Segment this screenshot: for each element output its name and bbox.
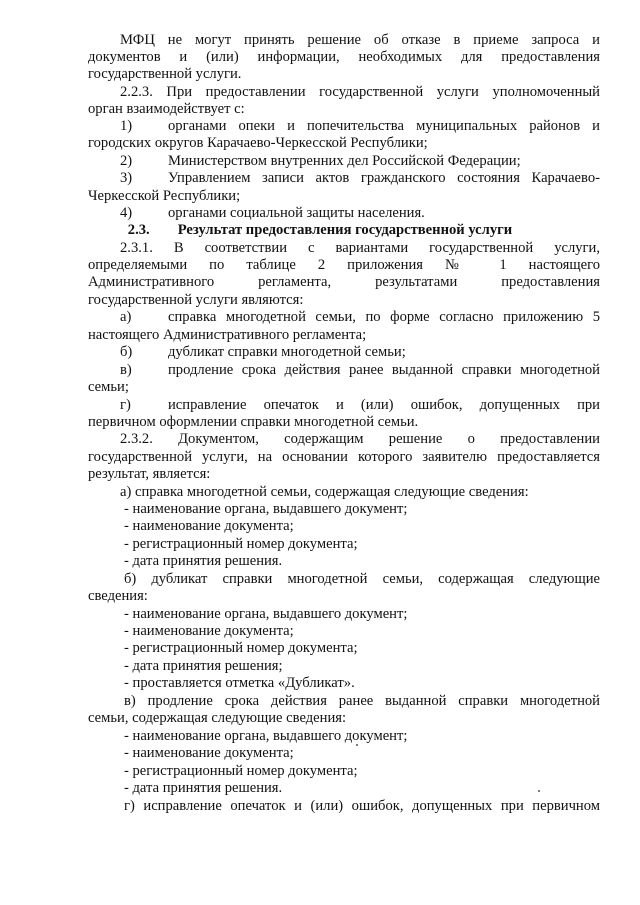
bullet-line: - наименование документа; [124, 623, 294, 639]
section-title: Результат предоставления государственной услуги [177, 222, 513, 238]
paragraph-line: государственной услуги. [88, 66, 242, 82]
paragraph-line: 2.2.3. При предоставлении государственной услуги уполномоченный [120, 84, 600, 100]
paragraph-line: МФЦ не могут принять решение об отказе в приеме запроса и [120, 32, 600, 48]
bullet-line: - наименование органа, выдавшего документ; [124, 728, 408, 744]
list-number: 4) [120, 205, 133, 221]
section-heading [0, 222, 640, 239]
list-number: б) [120, 344, 133, 360]
scan-speck [356, 744, 358, 746]
bullet-line: - наименование документа; [124, 518, 294, 534]
bullet-line: - наименование органа, выдавшего документ; [124, 501, 408, 517]
list-text: продление срока действия ранее выданной справки многодетной [168, 362, 600, 378]
bullet-line: - дата принятия решения. [124, 553, 283, 569]
list-text: органами социальной защиты населения. [168, 205, 425, 221]
bullet-line: - наименование органа, выдавшего документ; [124, 606, 408, 622]
paragraph-line: документов и (или) информации, необходимых для предоставления [88, 49, 600, 65]
bullet-line: - регистрационный номер документа; [124, 640, 358, 656]
list-number: 2) [120, 153, 133, 169]
list-number: 3) [120, 170, 133, 186]
bullet-line: - наименование документа; [124, 745, 294, 761]
list-text: исправление опечаток и (или) ошибок, допущенных при [168, 397, 600, 413]
list-text: Министерством внутренних дел Российской Федерации; [168, 153, 521, 169]
paragraph-line: определяемыми по таблице 2 приложения № 1 настоящего [88, 257, 600, 273]
subsection-line: а) справка многодетной семьи, содержащая следующие сведения: [120, 484, 529, 500]
list-text-continued: Черкесской Республики; [88, 188, 241, 204]
paragraph-line: государственной услуги, на основании которого заявителю предоставляется [88, 449, 600, 465]
paragraph-line: 2.3.1. В соответствии с вариантами государственной услуги, [120, 240, 600, 256]
bullet-line: - регистрационный номер документа; [124, 536, 358, 552]
list-text-continued: семьи; [88, 379, 129, 395]
list-text: дубликат справки многодетной семьи; [168, 344, 406, 360]
subsection-line: б) дубликат справки многодетной семьи, содержащая следующие [124, 571, 600, 587]
bullet-line: - дата принятия решения; [124, 658, 283, 674]
paragraph-line: Административного регламента, результатами предоставления [88, 274, 600, 290]
subsection-line: сведения: [88, 588, 148, 604]
paragraph-line: орган взаимодействует с: [88, 101, 245, 117]
paragraph-line: государственной услуги являются: [88, 292, 304, 308]
list-number: 1) [120, 118, 133, 134]
list-text-continued: настоящего Административного регламента; [88, 327, 367, 343]
paragraph-line: 2.3.2. Документом, содержащим решение о предоставлении [120, 431, 600, 447]
list-number: в) [120, 362, 132, 378]
list-text-continued: первичном оформлении справки многодетной семьи. [88, 414, 419, 430]
list-text-continued: городских округов Карачаево-Черкесской Республики; [88, 135, 428, 151]
list-text: справка многодетной семьи, по форме согласно приложению 5 [168, 309, 600, 325]
subsection-line: семьи, содержащая следующие сведения: [88, 710, 347, 726]
list-text: Управлением записи актов гражданского состояния Карачаево- [168, 170, 600, 186]
bullet-line: - дата принятия решения. [124, 780, 283, 796]
subsection-line: в) продление срока действия ранее выданной справки многодетной [124, 693, 600, 709]
bullet-line: - регистрационный номер документа; [124, 763, 358, 779]
list-number: г) [120, 397, 131, 413]
bullet-line: - проставляется отметка «Дубликат». [124, 675, 355, 691]
section-number: 2.3. [127, 222, 150, 238]
paragraph-line: результат, является: [88, 466, 211, 482]
list-text: органами опеки и попечительства муниципальных районов и [168, 118, 600, 134]
scan-speck [538, 790, 540, 792]
list-number: а) [120, 309, 132, 325]
subsection-line: г) исправление опечаток и (или) ошибок, допущенных при первичном [124, 798, 600, 814]
